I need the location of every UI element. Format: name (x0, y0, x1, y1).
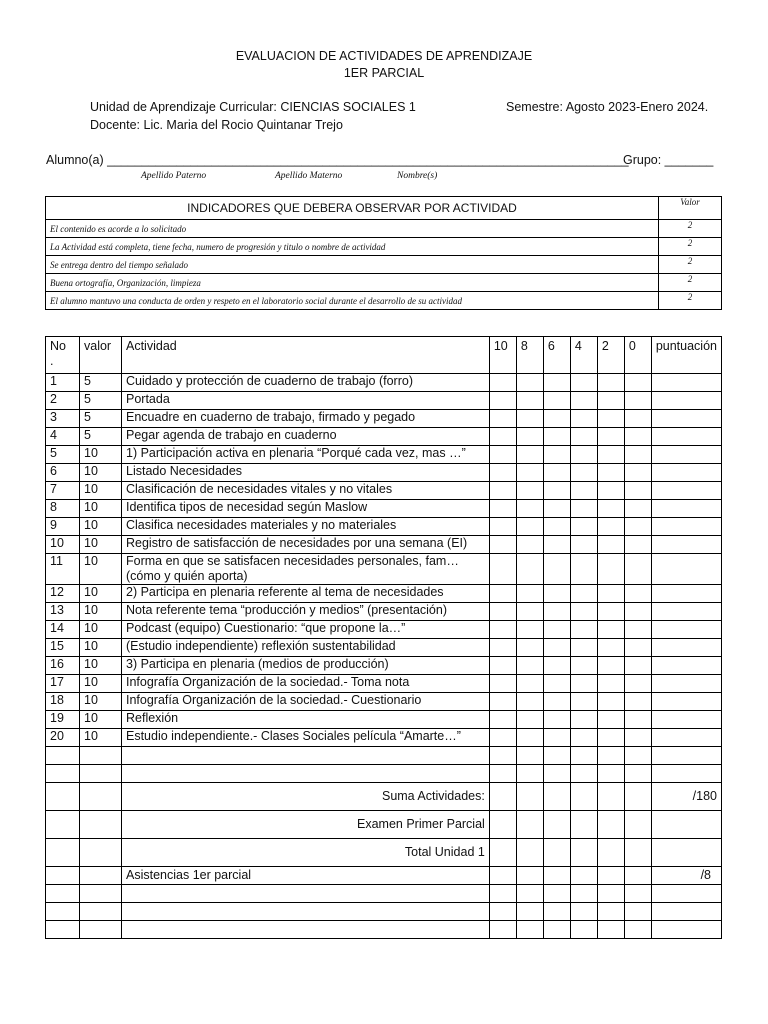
activity-name: (Estudio independiente) reflexión sustentabilidad (122, 639, 490, 657)
header-score-6: 6 (543, 337, 570, 374)
cell-score-10[interactable] (489, 603, 516, 621)
activity-no: 4 (46, 428, 80, 446)
cell-puntuacion[interactable] (651, 693, 721, 711)
cell-puntuacion[interactable] (651, 585, 721, 603)
group-field: Grupo: _______ (623, 153, 714, 167)
cell-score-2[interactable] (597, 621, 624, 639)
header-no: No . (46, 337, 80, 374)
cell-score-2[interactable] (597, 482, 624, 500)
cell-score-2[interactable] (597, 675, 624, 693)
name-label-paterno: Apellido Paterno (141, 171, 207, 181)
activity-valor: 10 (80, 657, 122, 675)
activity-valor: 5 (80, 392, 122, 410)
cell-score-0[interactable] (624, 392, 651, 410)
indicator-text: El alumno mantuvo una conducta de orden y respeto en el laboratorio social durante el desarrollo de su actividad (46, 292, 659, 310)
cell-score-0[interactable] (624, 500, 651, 518)
activity-name: Infografía Organización de la sociedad.- Cuestionario (122, 693, 490, 711)
activity-no: 20 (46, 729, 80, 747)
cell-score-0[interactable] (624, 675, 651, 693)
cell-puntuacion[interactable] (651, 464, 721, 482)
indicator-text: Se entrega dentro del tiempo señalado (46, 256, 659, 274)
activity-no: 13 (46, 603, 80, 621)
indicator-value: 2 (659, 256, 722, 274)
empty-row (46, 921, 722, 939)
cell-score-8[interactable] (516, 428, 543, 446)
indicator-value: 2 (659, 292, 722, 310)
cell-score-8[interactable] (516, 500, 543, 518)
activity-no: 6 (46, 464, 80, 482)
cell-score-4[interactable] (570, 675, 597, 693)
document-subtitle: 1ER PARCIAL (343, 66, 425, 80)
cell-score-10[interactable] (489, 536, 516, 554)
cell-score-10[interactable] (489, 500, 516, 518)
indicator-row (46, 292, 722, 310)
cell-score-0[interactable] (624, 410, 651, 428)
cell-score-10[interactable] (489, 428, 516, 446)
cell-score-4[interactable] (570, 518, 597, 536)
cell-score-8[interactable] (516, 482, 543, 500)
name-label-materno: Apellido Materno (275, 171, 343, 181)
cell-score-0[interactable] (624, 639, 651, 657)
student-name-field: Alumno(a) ___________________________________________________________________________ (46, 153, 629, 167)
cell-score-8[interactable] (516, 711, 543, 729)
activity-no: 7 (46, 482, 80, 500)
indicator-row (46, 220, 722, 238)
teacher-label: Docente: Lic. Maria del Rocio Quintanar Trejo (90, 118, 343, 132)
indicator-text: El contenido es acorde a lo solicitado (46, 220, 659, 238)
activity-no: 11 (46, 554, 80, 585)
cell-score-2[interactable] (597, 711, 624, 729)
cell-puntuacion[interactable] (651, 482, 721, 500)
examen-label: Examen Primer Parcial (122, 811, 490, 839)
activity-name: Portada (122, 392, 490, 410)
activity-valor: 10 (80, 639, 122, 657)
cell-score-8[interactable] (516, 693, 543, 711)
cell-score-10[interactable] (489, 446, 516, 464)
cell-score-8[interactable] (516, 410, 543, 428)
cell-score-8[interactable] (516, 729, 543, 747)
indicators-table (45, 196, 722, 310)
cell-score-4[interactable] (570, 410, 597, 428)
cell-puntuacion[interactable] (651, 500, 721, 518)
asistencias-total: /8 (651, 867, 721, 885)
activity-name: Nota referente tema “producción y medios” (presentación) (122, 603, 490, 621)
cell-score-6[interactable] (543, 410, 570, 428)
activity-valor: 5 (80, 410, 122, 428)
cell-score-0[interactable] (624, 603, 651, 621)
cell-score-2[interactable] (597, 500, 624, 518)
activity-no: 8 (46, 500, 80, 518)
activity-valor: 10 (80, 446, 122, 464)
cell-score-0[interactable] (624, 729, 651, 747)
cell-puntuacion[interactable] (651, 374, 721, 392)
cell-score-8[interactable] (516, 657, 543, 675)
activity-no: 9 (46, 518, 80, 536)
suma-total: /180 (651, 783, 721, 811)
activity-valor: 10 (80, 711, 122, 729)
cell-score-4[interactable] (570, 392, 597, 410)
cell-score-8[interactable] (516, 621, 543, 639)
activity-no: 16 (46, 657, 80, 675)
activity-name: Cuidado y protección de cuaderno de trabajo (forro) (122, 374, 490, 392)
cell-score-6[interactable] (543, 446, 570, 464)
cell-score-4[interactable] (570, 464, 597, 482)
cell-score-8[interactable] (516, 536, 543, 554)
cell-score-10[interactable] (489, 410, 516, 428)
empty-row (46, 885, 722, 903)
activity-row (46, 464, 722, 482)
cell-puntuacion[interactable] (651, 392, 721, 410)
cell-score-2[interactable] (597, 536, 624, 554)
indicator-value: 2 (659, 220, 722, 238)
cell-score-4[interactable] (570, 500, 597, 518)
activity-name: Encuadre en cuaderno de trabajo, firmado y pegado (122, 410, 490, 428)
cell-score-2[interactable] (597, 464, 624, 482)
cell-score-8[interactable] (516, 603, 543, 621)
cell-puntuacion[interactable] (651, 536, 721, 554)
activity-name: Identifica tipos de necesidad según Maslow (122, 500, 490, 518)
activity-row (46, 711, 722, 729)
cell-score-0[interactable] (624, 446, 651, 464)
cell-score-6[interactable] (543, 464, 570, 482)
activity-no: 5 (46, 446, 80, 464)
activity-row (46, 374, 722, 392)
activity-row (46, 675, 722, 693)
indicator-text: Buena ortografía, Organización, limpieza (46, 274, 659, 292)
empty-row (46, 765, 722, 783)
indicator-value: 2 (659, 238, 722, 256)
cell-score-10[interactable] (489, 693, 516, 711)
indicators-title: INDICADORES QUE DEBERA OBSERVAR POR ACTIVIDAD (46, 197, 659, 220)
cell-score-6[interactable] (543, 392, 570, 410)
cell-score-10[interactable] (489, 711, 516, 729)
activity-no: 17 (46, 675, 80, 693)
activity-no: 15 (46, 639, 80, 657)
cell-score-6[interactable] (543, 729, 570, 747)
header-score-10: 10 (489, 337, 516, 374)
activity-name: Infografía Organización de la sociedad.- Toma nota (122, 675, 490, 693)
activity-no: 18 (46, 693, 80, 711)
cell-score-8[interactable] (516, 392, 543, 410)
cell-score-2[interactable] (597, 729, 624, 747)
cell-score-8[interactable] (516, 374, 543, 392)
cell-score-6[interactable] (543, 518, 570, 536)
activity-valor: 10 (80, 585, 122, 603)
cell-score-10[interactable] (489, 482, 516, 500)
cell-score-10[interactable] (489, 729, 516, 747)
cell-score-8[interactable] (516, 639, 543, 657)
activity-valor: 10 (80, 518, 122, 536)
activity-name: Reflexión (122, 711, 490, 729)
activity-valor: 10 (80, 621, 122, 639)
cell-puntuacion[interactable] (651, 518, 721, 536)
cell-score-6[interactable] (543, 657, 570, 675)
cell-score-6[interactable] (543, 482, 570, 500)
cell-score-4[interactable] (570, 603, 597, 621)
header-score-0: 0 (624, 337, 651, 374)
cell-score-4[interactable] (570, 729, 597, 747)
activity-row (46, 482, 722, 500)
activity-name: Podcast (equipo) Cuestionario: “que propone la…” (122, 621, 490, 639)
indicators-value-header: Valor (659, 197, 722, 220)
cell-score-0[interactable] (624, 464, 651, 482)
activity-no: 10 (46, 536, 80, 554)
cell-score-4[interactable] (570, 536, 597, 554)
cell-score-8[interactable] (516, 675, 543, 693)
empty-row (46, 903, 722, 921)
activity-row (46, 603, 722, 621)
indicator-row (46, 256, 722, 274)
cell-puntuacion[interactable] (651, 675, 721, 693)
cell-puntuacion[interactable] (651, 554, 721, 585)
cell-score-4[interactable] (570, 428, 597, 446)
cell-score-0[interactable] (624, 693, 651, 711)
activity-name: Clasifica necesidades materiales y no materiales (122, 518, 490, 536)
activity-row (46, 621, 722, 639)
total-label: Total Unidad 1 (122, 839, 490, 867)
header-valor: valor (80, 337, 122, 374)
suma-label: Suma Actividades: (122, 783, 490, 811)
cell-score-2[interactable] (597, 410, 624, 428)
cell-score-10[interactable] (489, 585, 516, 603)
header-puntuacion: puntuación (651, 337, 721, 374)
activity-valor: 10 (80, 675, 122, 693)
cell-puntuacion[interactable] (651, 711, 721, 729)
semester-label: Semestre: Agosto 2023-Enero 2024. (506, 100, 709, 114)
cell-score-10[interactable] (489, 639, 516, 657)
cell-score-8[interactable] (516, 554, 543, 585)
name-label-nombre: Nombre(s) (397, 171, 438, 181)
activity-valor: 10 (80, 554, 122, 585)
indicator-row (46, 238, 722, 256)
activity-valor: 10 (80, 729, 122, 747)
cell-score-4[interactable] (570, 657, 597, 675)
activity-row (46, 428, 722, 446)
cell-score-2[interactable] (597, 554, 624, 585)
activity-valor: 10 (80, 536, 122, 554)
cell-score-0[interactable] (624, 657, 651, 675)
activity-name: Forma en que se satisfacen necesidades personales, fam… (cómo y quién aporta) (122, 554, 490, 585)
cell-score-6[interactable] (543, 585, 570, 603)
cell-score-6[interactable] (543, 693, 570, 711)
cell-score-6[interactable] (543, 675, 570, 693)
cell-score-2[interactable] (597, 585, 624, 603)
cell-score-2[interactable] (597, 392, 624, 410)
activity-row (46, 639, 722, 657)
cell-score-4[interactable] (570, 554, 597, 585)
cell-score-0[interactable] (624, 374, 651, 392)
header-score-2: 2 (597, 337, 624, 374)
cell-score-10[interactable] (489, 657, 516, 675)
cell-score-8[interactable] (516, 464, 543, 482)
cell-score-10[interactable] (489, 392, 516, 410)
cell-score-6[interactable] (543, 500, 570, 518)
cell-score-2[interactable] (597, 374, 624, 392)
cell-score-6[interactable] (543, 711, 570, 729)
header-score-8: 8 (516, 337, 543, 374)
cell-score-4[interactable] (570, 374, 597, 392)
activity-name: Registro de satisfacción de necesidades por una semana (EI) (122, 536, 490, 554)
activity-row (46, 657, 722, 675)
cell-score-0[interactable] (624, 585, 651, 603)
cell-score-4[interactable] (570, 639, 597, 657)
suma-row (46, 783, 722, 811)
cell-puntuacion[interactable] (651, 657, 721, 675)
activity-row (46, 536, 722, 554)
activity-valor: 10 (80, 693, 122, 711)
cell-score-8[interactable] (516, 518, 543, 536)
activity-row (46, 446, 722, 464)
activity-no: 19 (46, 711, 80, 729)
activity-no: 14 (46, 621, 80, 639)
cell-score-10[interactable] (489, 518, 516, 536)
cell-score-4[interactable] (570, 482, 597, 500)
header-score-4: 4 (570, 337, 597, 374)
cell-score-6[interactable] (543, 621, 570, 639)
document-title: EVALUACION DE ACTIVIDADES DE APRENDIZAJE (235, 49, 533, 63)
activity-row (46, 518, 722, 536)
examen-row (46, 811, 722, 839)
cell-score-6[interactable] (543, 374, 570, 392)
cell-puntuacion[interactable] (651, 428, 721, 446)
cell-score-6[interactable] (543, 428, 570, 446)
cell-score-0[interactable] (624, 482, 651, 500)
cell-score-2[interactable] (597, 428, 624, 446)
cell-score-10[interactable] (489, 675, 516, 693)
activity-no: 1 (46, 374, 80, 392)
cell-puntuacion[interactable] (651, 729, 721, 747)
cell-score-10[interactable] (489, 374, 516, 392)
activity-row (46, 554, 722, 585)
cell-score-10[interactable] (489, 464, 516, 482)
cell-score-6[interactable] (543, 639, 570, 657)
indicator-value: 2 (659, 274, 722, 292)
cell-puntuacion[interactable] (651, 639, 721, 657)
cell-score-6[interactable] (543, 554, 570, 585)
activity-row (46, 392, 722, 410)
cell-puntuacion[interactable] (651, 410, 721, 428)
cell-score-4[interactable] (570, 711, 597, 729)
asistencias-label: Asistencias 1er parcial (122, 867, 490, 885)
activity-name: 2) Participa en plenaria referente al tema de necesidades (122, 585, 490, 603)
cell-score-6[interactable] (543, 536, 570, 554)
grades-table (45, 336, 722, 939)
cell-score-8[interactable] (516, 585, 543, 603)
total-row (46, 839, 722, 867)
activity-name: 3) Participa en plenaria (medios de producción) (122, 657, 490, 675)
activity-no: 3 (46, 410, 80, 428)
cell-score-2[interactable] (597, 639, 624, 657)
cell-score-4[interactable] (570, 585, 597, 603)
cell-score-2[interactable] (597, 446, 624, 464)
grades-header-row (46, 337, 722, 374)
cell-score-0[interactable] (624, 711, 651, 729)
cell-score-2[interactable] (597, 518, 624, 536)
cell-puntuacion[interactable] (651, 446, 721, 464)
cell-score-2[interactable] (597, 657, 624, 675)
activity-valor: 10 (80, 603, 122, 621)
activity-no: 2 (46, 392, 80, 410)
activity-row (46, 410, 722, 428)
activity-name: 1) Participación activa en plenaria “Porqué cada vez, mas …” (122, 446, 490, 464)
cell-score-4[interactable] (570, 446, 597, 464)
header-actividad: Actividad (122, 337, 490, 374)
cell-score-2[interactable] (597, 603, 624, 621)
activity-name: Pegar agenda de trabajo en cuaderno (122, 428, 490, 446)
activity-name: Clasificación de necesidades vitales y no vitales (122, 482, 490, 500)
cell-score-0[interactable] (624, 428, 651, 446)
cell-puntuacion[interactable] (651, 621, 721, 639)
activity-name: Estudio independiente.- Clases Sociales película “Amarte…” (122, 729, 490, 747)
cell-score-0[interactable] (624, 554, 651, 585)
cell-score-2[interactable] (597, 693, 624, 711)
activity-name: Listado Necesidades (122, 464, 490, 482)
activity-valor: 10 (80, 500, 122, 518)
activity-row (46, 500, 722, 518)
activity-valor: 10 (80, 482, 122, 500)
activity-valor: 10 (80, 464, 122, 482)
cell-score-6[interactable] (543, 603, 570, 621)
activity-no: 12 (46, 585, 80, 603)
cell-score-10[interactable] (489, 554, 516, 585)
activity-row (46, 693, 722, 711)
cell-score-0[interactable] (624, 518, 651, 536)
cell-score-4[interactable] (570, 621, 597, 639)
cell-score-4[interactable] (570, 693, 597, 711)
activity-valor: 5 (80, 428, 122, 446)
cell-score-0[interactable] (624, 536, 651, 554)
cell-puntuacion[interactable] (651, 603, 721, 621)
indicator-text: La Actividad está completa, tiene fecha, numero de progresión y titulo o nombre de actividad (46, 238, 659, 256)
cell-score-8[interactable] (516, 446, 543, 464)
cell-score-10[interactable] (489, 621, 516, 639)
asistencias-row (46, 867, 722, 885)
activity-row (46, 585, 722, 603)
indicator-row (46, 274, 722, 292)
empty-row (46, 747, 722, 765)
unit-label: Unidad de Aprendizaje Curricular: CIENCIAS SOCIALES 1 (90, 100, 416, 114)
activity-valor: 5 (80, 374, 122, 392)
activity-row (46, 729, 722, 747)
cell-score-0[interactable] (624, 621, 651, 639)
